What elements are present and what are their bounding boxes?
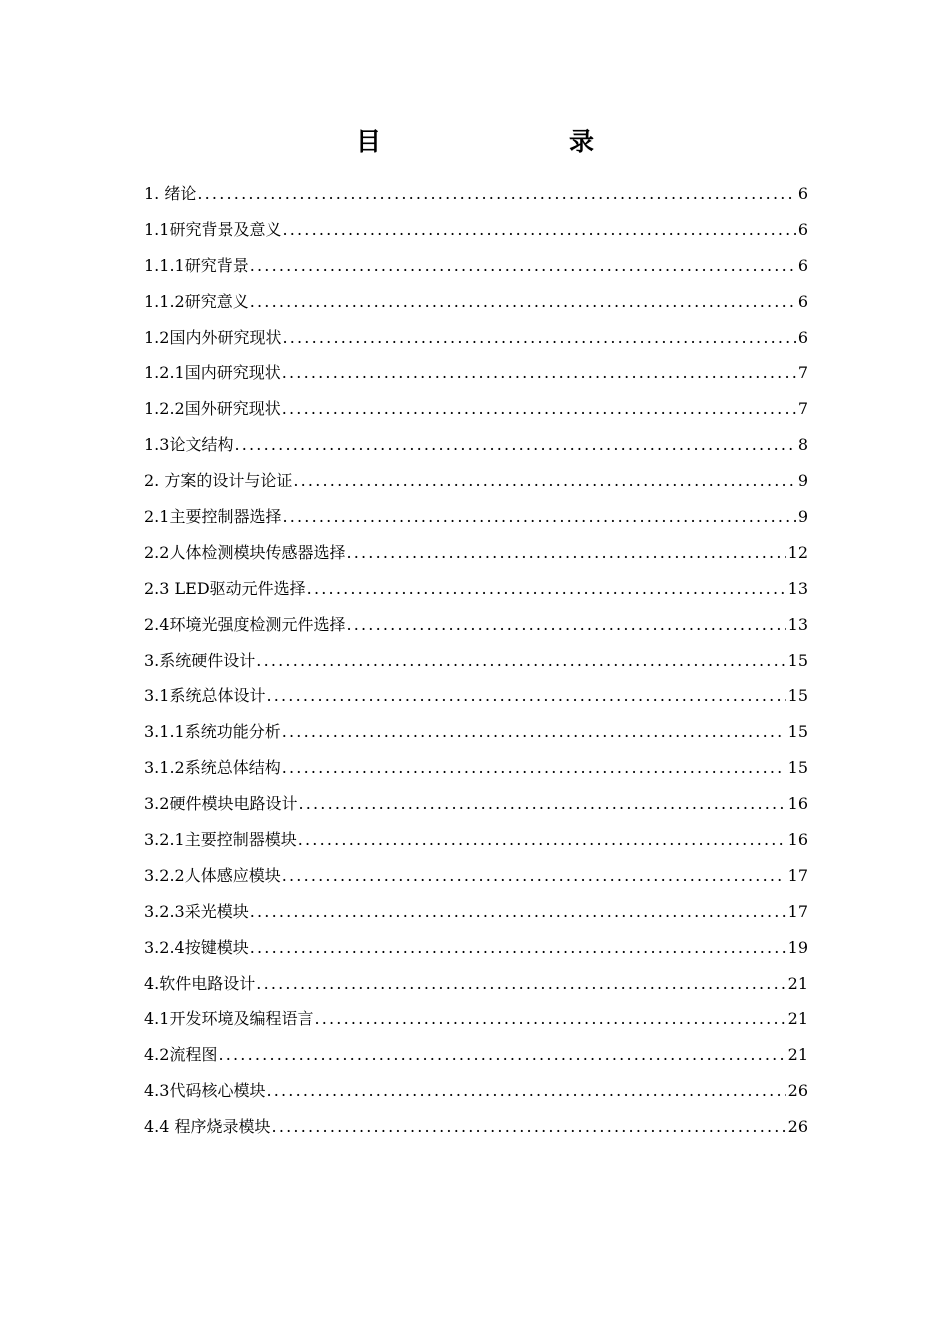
- toc-dot-leader: [282, 212, 795, 248]
- toc-entry-label: 3.2.3采光模块: [144, 901, 249, 921]
- toc-entry[interactable]: [144, 1037, 808, 1073]
- toc-entry-page: 19: [787, 937, 808, 957]
- toc-entry[interactable]: [144, 1073, 808, 1109]
- toc-dot-leader: [282, 714, 786, 750]
- toc-dot-leader: [218, 1037, 785, 1073]
- toc-dot-leader: [298, 822, 786, 858]
- toc-entry[interactable]: [144, 355, 808, 391]
- toc-entry-page: 17: [787, 865, 808, 885]
- toc-entry[interactable]: [144, 966, 808, 1002]
- toc-entry[interactable]: [144, 607, 808, 643]
- toc-entry-label: 1.2国内外研究现状: [144, 327, 282, 347]
- toc-dot-leader: [282, 499, 795, 535]
- toc-entry-label: 2.2人体检测模块传感器选择: [144, 542, 346, 562]
- toc-dot-leader: [250, 894, 786, 930]
- toc-dot-leader: [346, 535, 785, 571]
- toc-entry-page: 12: [787, 542, 808, 562]
- toc-entry[interactable]: [144, 499, 808, 535]
- toc-entry-page: 9: [797, 507, 808, 527]
- toc-dot-leader: [314, 1001, 785, 1037]
- toc-entry[interactable]: [144, 463, 808, 499]
- toc-entry-label: 1.3论文结构: [144, 435, 234, 455]
- toc-entry[interactable]: [144, 1001, 808, 1037]
- toc-dot-leader: [346, 607, 785, 643]
- toc-entry[interactable]: [144, 571, 808, 607]
- toc-entry[interactable]: [144, 212, 808, 248]
- toc-entry[interactable]: [144, 750, 808, 786]
- toc-entry[interactable]: [144, 248, 808, 284]
- toc-dot-leader: [266, 1073, 785, 1109]
- toc-dot-leader: [282, 320, 795, 356]
- toc-dot-leader: [197, 176, 795, 212]
- toc-entry-page: 17: [787, 901, 808, 921]
- toc-dot-leader: [293, 463, 795, 499]
- toc-entry-label: 1. 绪论: [144, 184, 197, 203]
- toc-entry[interactable]: [144, 1109, 808, 1145]
- toc-entry[interactable]: [144, 320, 808, 356]
- toc-entry-label: 3.1.2系统总体结构: [144, 758, 281, 778]
- toc-entry-label: 4.软件电路设计: [144, 973, 256, 993]
- toc-entry-label: 4.4 程序烧录模块: [144, 1117, 271, 1137]
- toc-entry-label: 3.2.2人体感应模块: [144, 865, 281, 885]
- toc-entry-page: 9: [797, 471, 808, 491]
- toc-entry-label: 2. 方案的设计与论证: [144, 471, 293, 491]
- toc-entry-label: 1.1.1研究背景: [144, 255, 249, 275]
- toc-entry[interactable]: [144, 822, 808, 858]
- toc-entry[interactable]: [144, 930, 808, 966]
- toc-entry-page: 16: [787, 830, 808, 850]
- toc-entry-label: 3.1.1系统功能分析: [144, 722, 281, 742]
- toc-entry-label: 3.2.1主要控制器模块: [144, 830, 297, 850]
- toc-entry[interactable]: [144, 643, 808, 679]
- toc-entry-page: 6: [797, 255, 808, 275]
- toc-entry-page: 13: [787, 614, 808, 634]
- toc-entry-label: 3.1系统总体设计: [144, 686, 266, 706]
- toc-entry[interactable]: [144, 678, 808, 714]
- toc-entry-label: 1.2.1国内研究现状: [144, 363, 281, 383]
- toc-entry-label: 2.3 LED驱动元件选择: [144, 578, 306, 598]
- toc-entry-page: 13: [787, 578, 808, 598]
- toc-dot-leader: [250, 248, 796, 284]
- toc-entry-page: 26: [787, 1117, 808, 1137]
- toc-entry-page: 15: [787, 758, 808, 778]
- toc-dot-leader: [282, 391, 796, 427]
- toc-entry-page: 6: [797, 184, 808, 203]
- toc-dot-leader: [307, 571, 786, 607]
- toc-dot-leader: [256, 966, 785, 1002]
- toc-entry-page: 21: [787, 1009, 808, 1029]
- toc-entry-label: 1.2.2国外研究现状: [144, 399, 281, 419]
- toc-entry-page: 6: [797, 291, 808, 311]
- toc-entry[interactable]: [144, 284, 808, 320]
- toc-entry-page: 7: [797, 363, 808, 383]
- toc-entry-label: 1.1研究背景及意义: [144, 219, 282, 239]
- toc-entry-page: 8: [797, 435, 808, 455]
- toc-entry-page: 15: [787, 722, 808, 742]
- toc-entry-label: 3.系统硬件设计: [144, 650, 256, 670]
- toc-entry-page: 21: [787, 973, 808, 993]
- toc-entry-label: 3.2硬件模块电路设计: [144, 794, 298, 814]
- toc-entry-label: 1.1.2研究意义: [144, 291, 249, 311]
- toc-title: 目 录: [355, 127, 640, 156]
- toc-entry-page: 15: [787, 686, 808, 706]
- toc-entry-label: 3.2.4按键模块: [144, 937, 249, 957]
- toc-entry-page: 6: [797, 327, 808, 347]
- toc-entry-label: 4.1开发环境及编程语言: [144, 1009, 314, 1029]
- toc-dot-leader: [282, 355, 796, 391]
- toc-entry[interactable]: [144, 858, 808, 894]
- toc-dot-leader: [266, 678, 785, 714]
- toc-entry[interactable]: [144, 894, 808, 930]
- toc-entry-label: 2.4环境光强度检测元件选择: [144, 614, 346, 634]
- toc-entry[interactable]: [144, 176, 808, 212]
- toc-dot-leader: [256, 643, 785, 679]
- toc-dot-leader: [282, 750, 786, 786]
- toc-entry[interactable]: [144, 786, 808, 822]
- toc-entry[interactable]: [144, 391, 808, 427]
- toc-entry-label: 4.2流程图: [144, 1045, 218, 1065]
- toc-entry-page: 7: [797, 399, 808, 419]
- toc-entry-page: 21: [787, 1045, 808, 1065]
- toc-dot-leader: [250, 284, 796, 320]
- toc-entry-page: 16: [787, 794, 808, 814]
- toc-dot-leader: [282, 858, 786, 894]
- toc-entry-page: 15: [787, 650, 808, 670]
- toc-dot-leader: [272, 1109, 786, 1145]
- toc-dot-leader: [298, 786, 785, 822]
- toc-entry-page: 26: [787, 1081, 808, 1101]
- toc-entry[interactable]: [144, 535, 808, 571]
- toc-list: [144, 176, 808, 1145]
- toc-entry[interactable]: [144, 714, 808, 750]
- toc-entry-label: 2.1主要控制器选择: [144, 507, 282, 527]
- toc-dot-leader: [250, 930, 786, 966]
- toc-entry[interactable]: [144, 427, 808, 463]
- toc-dot-leader: [234, 427, 795, 463]
- toc-entry-page: 6: [797, 219, 808, 239]
- toc-entry-label: 4.3代码核心模块: [144, 1081, 266, 1101]
